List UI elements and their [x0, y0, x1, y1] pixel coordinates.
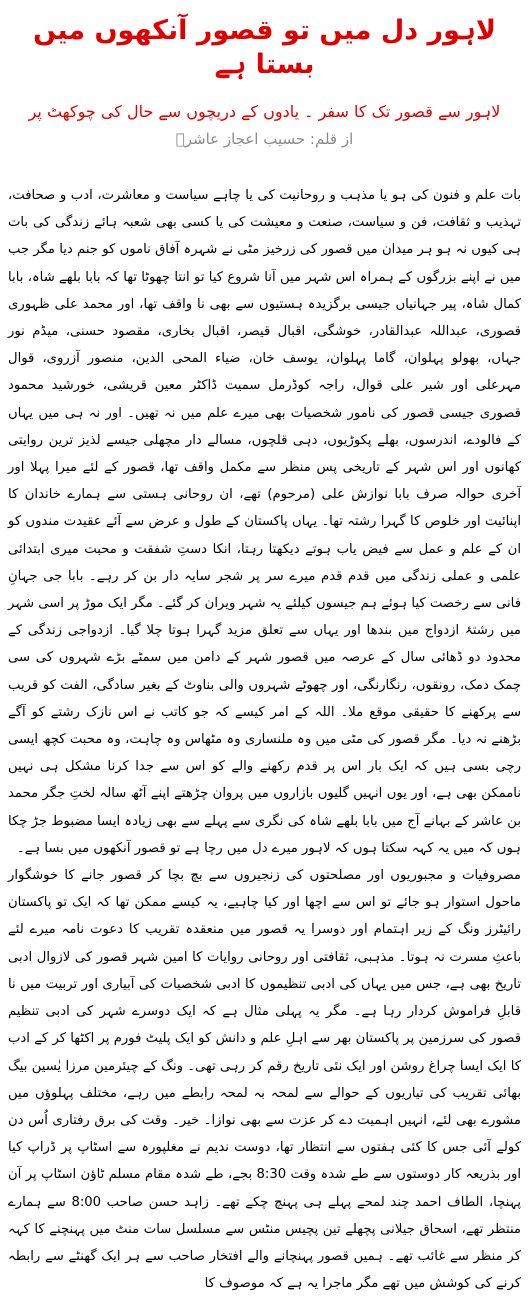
article-subtitle: لاہور سے قصور تک کا سفر ۔ یادوں کے دریچوں سے حال کی چوکھٹ پر — [28, 102, 501, 121]
article-body — [8, 182, 521, 1297]
article-title: لاہور دل میں تو قصور آنکھوں میں بستا ہے — [33, 15, 496, 80]
article-paragraph: بات علم و فنون کی ہو یا مذہب و روحانیت کی یا چاہے سیاست و معاشرت، ادب و صحافت، تہذیب و ثقافت، فن و سیاست، صنعت و معیشت کی یا کسی بھی شعبہ ہائے زندگی کی بات ہی کیوں نہ ہو ہر میدان میں قصور کی زرخیز مٹی نے شہرہ آفاق ناموں کو جنم دیا مگر جب میں نے اپنے بزرگوں کے ہمراہ اس شہر میں آنا شروع کیا تو انتا چھوٹا تھا کہ بابا بلھے شاہ، بابا کمال شاہ، پیر جہانیاں جیسی برگزیدہ ہستیوں سے بھی نا واقف تھا، اور محمد علی ظہوری قصوری، عبداللہ عبدالقادر، خوشگی، اقبال قیصر، اقبال بخاری، مقصود حسنی، میڈم نور جہاں، بھولو پہلوان، گاما پہلوان، یوسف خان، ضیاء المحی الدین، منصور آزروی، قوال مہرعلی اور شیر علی قوال، راجہ کوڈرمل سمیت ڈاکٹر معین قریشی، خورشید محمود قصوری جیسی قصور کی نامور شخصیات بھی میرے علم میں نہ تھیں۔ اور نہ ہی میں یہاں کے فالودے، اندرسوں، بھلے پکوڑیوں، دہی قلچوں، مسالے دار مچھلی جیسے لذیز ترین روایتی کھانوں اور اس شہر کے تاریخی پس منظر سے مکمل واقف تھا، قصور کے لئے میرا پہلا اور آخری حوالہ صرف بابا نوازش علی (مرحوم) تھے، ان روحانی ہستی سے ہمارے خاندان کا اپنائیت اور خلوص کا گہرا رشتہ تھا۔ یہاں پاکستان کے طول و عرض سے آئے عقیدت مندوں کو ان کے علم و عمل سے فیض یاب ہوتے دیکھتا رہتا، انکا دستِ شفقت و محبت میری ابتدائی علمی و عملی زندگی میں قدم قدم میرے سر پر شجر سایہ دار بن کر رہے۔ بابا جی جہانِ فانی سے رخصت کیا ہوئے ہم جیسوں کیلئے یہ شہر ویران کر گئے۔ مگر ایک موڑ پر اسی شہر میں رشتۂ ازدواج میں بندھا اور یہاں سے تعلق مزید گہرا ہوتا چلا گیا۔ ازدواجی زندگی کے محدود دو ڈھائی سال کے عرصہ میں قصور شہر کے دامن میں سمٹے بڑے شہروں کی سی چمک دمک، رونقوں، رنگارنگی، اور چھوٹے شہروں والی بناوٹ کے بغیر سادگی، الفت کو قریب سے پرکھنے کا حقیقی موقع ملا۔ اللہ کے امر کیسے کہ جو کاتب نے اس نازک رشتے کو آگے بڑھنے نہ دیا۔ مگر قصور کی مٹی میں وہ ملنساری وہ مٹھاس وہ چاہت، وہ محبت کچھ ایسی رچی بسی ہیں کہ ایک بار اس پر قدم رکھنے والے کو اس سے جدا کرنا مشکل ہی نہیں ناممکن بھی ہے، اور یوں انہیں گلیوں بازاروں میں پروان چڑھتے اپنے آٹھ سالہ لختِ جگر محمد بن عاشر کے بہانے آج میں بابا بلھے شاہ کی نگری سے پہلے سے بھی زیادہ ایسا مضبوط جڑ چکا ہوں کہ میں یہ کہہ سکتا ہوں کہ لاہور میرے دل میں رچا ہے تو قصور آنکھوں میں بسا ہے۔ — [8, 188, 521, 856]
article-paragraph: مصروفیات و مجبوریوں اور مصلحتوں کی زنجیروں سے بچ بچا کر قصور جانے کا خوشگوار ماحول استوار ہو جائے تو اس سے اچھا اور کیا چاہیے، یہ کیسے ممکن تھا کہ ایک تو پاکستان رائیٹرز ونگ کے زیر اہتمام اور دوسرا یہ قصور میں منعقدہ تقریب کا دعوت نامہ میرے لئے باعثِ مسرت نہ ہوتا۔ مذہبی، ثقافتی اور روحانی روایات کا امین شہر قصور کی لازوال ادبی تاریخ بھی ہے، جس میں یہاں کی ادبی تنظیموں کا ادبی شخصیات کی آبیاری اور تربیت میں نا قابلِ فراموش کردار رہا ہے۔ مگر یہ پہلی مثال ہے کہ ایک دوسرے شہر کی ادبی تنظیم قصور کی سرزمین پر پاکستان بھر سے اہلِ علم و دانش کو ایک پلیٹ فورم پر اکٹھا کر کے ادب کا ایک ایسا چراغ روشن اور ایک نئی تاریخ رقم کر رہی تھی۔ ونگ کے چیئرمین مرزا یٰسین بیگ بھائی تقریب کی تیاریوں کے حوالے سے لمحہ بہ لمحہ رابطے میں رہے، مختلف پہلوؤں میں مشورے بھی لئے، انہیں اہمیت دے کر عزت سے بھی نوازا۔ خیر۔ وقت کی برق رفتاری اُس دن کولے آئی جس کا کئی ہفتوں سے انتظار تھا، دوست ندیم نے مغلپورہ سے اسٹاپ پر ڈراپ کیا اور بذریعہ کار دوستوں سے طے شدہ وقت 8:30 بجے، طے شدہ مقام مسلم ٹاؤن اسٹاپ پر آن پہنچا، الطاف احمد چند لمحے پہلے ہی پہنچ چکے تھے۔ زاہد حسن صاحب 8:00 سے ہمارے منتظر تھے، اسحاق جیلانی پچھلے تین پچیس منٹس سے مسلسل سات منٹ میں پہنچنے کا کہہ کر منظر سے غائب تھے۔ ہمیں قصور پہنچانے والے افتخار صاحب سے ہر ایک گھنٹے سے رابطہ کرنے کی کوشش میں تھے مگر ماجرا یہ ہے کہ موصوف کا — [8, 868, 521, 1292]
author-byline: از قلم: حسیب اعجاز عاشرؔ — [175, 130, 354, 148]
